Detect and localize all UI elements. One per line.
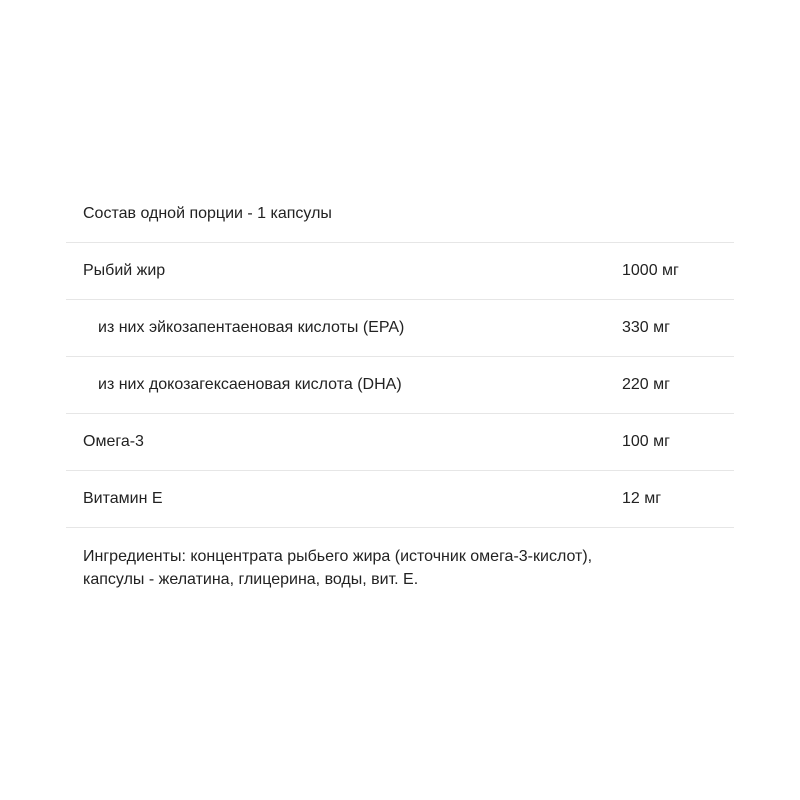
composition-panel [66, 186, 734, 591]
table-row [66, 300, 734, 357]
ingredients-line: Ингредиенты: концентрата рыбьего жира (источник омега-3-кислот), [83, 548, 593, 565]
nutrient-amount: 330 мг [622, 319, 670, 336]
table-row [66, 414, 734, 471]
nutrient-amount: 220 мг [622, 376, 670, 393]
nutrient-name: Омега-3 [83, 433, 144, 450]
nutrient-amount: 1000 мг [622, 262, 679, 279]
ingredients-line: капсулы - желатина, глицерина, воды, вит. Е. [83, 571, 419, 588]
nutrient-name: Рыбий жир [83, 262, 166, 279]
ingredients-text [66, 528, 734, 591]
table-row [66, 243, 734, 300]
table-header [66, 186, 734, 243]
nutrient-name: из них эйкозапентаеновая кислоты (EPA) [98, 319, 405, 336]
table-row [66, 357, 734, 414]
nutrient-amount: 12 мг [622, 490, 662, 507]
nutrient-name: из них докозагексаеновая кислота (DHA) [98, 376, 402, 393]
nutrient-name: Витамин Е [83, 490, 163, 507]
table-row [66, 471, 734, 528]
serving-title: Состав одной порции - 1 капсулы [83, 205, 332, 222]
nutrient-amount: 100 мг [622, 433, 670, 450]
